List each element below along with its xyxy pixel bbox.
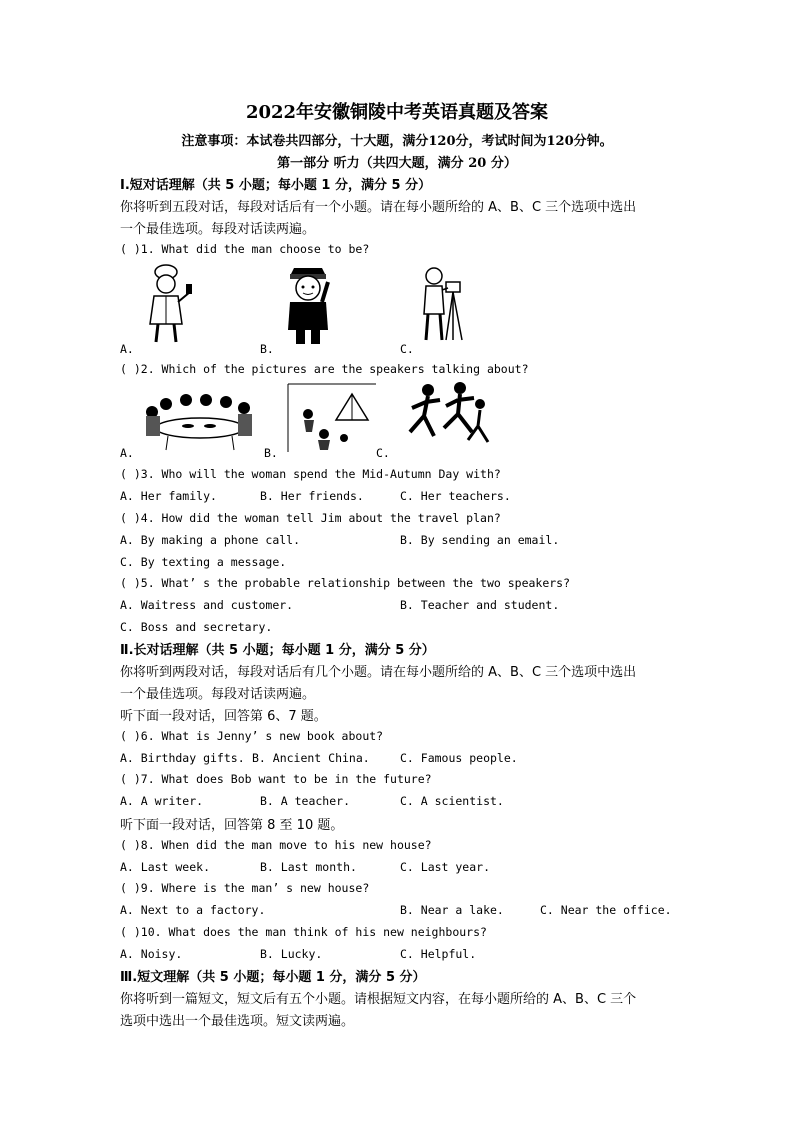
question-2: ( )2. Which of the pictures are the speakers talking about?: [120, 362, 529, 376]
family-dinner-icon: [138, 388, 262, 452]
q4-option-c: C. By texting a message.: [120, 555, 287, 569]
q1-label-a: A.: [120, 342, 134, 356]
section-3-instruction-line2: 选项中选出一个最佳选项。短文读两遍。: [120, 1014, 355, 1029]
section-1-instruction-line2: 一个最佳选项。每段对话读两遍。: [120, 222, 316, 237]
q3-option-b: B. Her friends.: [260, 489, 364, 503]
q10-option-b: B. Lucky.: [260, 947, 323, 961]
q5-option-b: B. Teacher and student.: [400, 598, 560, 612]
q3-option-c: C. Her teachers.: [400, 489, 511, 503]
question-3: ( )3. Who will the woman spend the Mid-Autumn Day with?: [120, 467, 501, 481]
q10-option-a: A. Noisy.: [120, 947, 183, 961]
part-one-heading: 第一部分 听力（共四大题，满分 20 分）: [277, 156, 517, 171]
page-title: 2022年安徽铜陵中考英语真题及答案: [245, 102, 549, 123]
q5-option-a: A. Waitress and customer.: [120, 598, 294, 612]
question-5: ( )5. What’ s the probable relationship between the two speakers?: [120, 576, 571, 590]
q6-option-b: B. Ancient China.: [252, 751, 370, 765]
q2-label-c: C.: [376, 446, 390, 460]
section-2-instruction-line2: 一个最佳选项。每段对话读两遍。: [120, 687, 316, 702]
doctor-icon: [140, 262, 196, 346]
q1-label-b: B.: [260, 342, 274, 356]
q2-label-b: B.: [264, 446, 278, 460]
q4-option-b: B. By sending an email.: [400, 533, 560, 547]
q6-option-a: A. Birthday gifts.: [120, 751, 245, 765]
q6-option-c: C. Famous people.: [400, 751, 518, 765]
section-2-instruction-line1: 你将听到两段对话，每段对话后有几个小题。请在每小题所给的 A、B、C 三个选项中选出: [120, 665, 637, 680]
q8-option-b: B. Last month.: [260, 860, 357, 874]
question-6: ( )6. What is Jenny’ s new book about?: [120, 729, 384, 743]
section-2-heading: Ⅱ.长对话理解（共 5 小题；每小题 1 分，满分 5 分）: [120, 643, 435, 658]
q4-option-a: A. By making a phone call.: [120, 533, 301, 547]
section-2-sub-instruction-2: 听下面一段对话，回答第 8 至 10 题。: [120, 818, 344, 833]
running-icon: [398, 380, 494, 456]
q5-option-c: C. Boss and secretary.: [120, 620, 273, 634]
q9-option-a: A. Next to a factory.: [120, 903, 266, 917]
section-3-heading: Ⅲ.短文理解（共 5 小题；每小题 1 分，满分 5 分）: [120, 970, 426, 985]
section-3-instruction-line1: 你将听到一篇短文，短文后有五个小题。请根据短文内容，在每小题所给的 A、B、C 三个: [120, 992, 637, 1007]
q7-option-a: A. A writer.: [120, 794, 204, 808]
q2-label-a: A.: [120, 446, 134, 460]
q7-option-b: B. A teacher.: [260, 794, 351, 808]
q3-option-a: A. Her family.: [120, 489, 217, 503]
question-10: ( )10. What does the man think of his new neighbours?: [120, 925, 487, 939]
photographer-icon: [418, 262, 474, 346]
exam-notice: 注意事项：本试卷共四部分，十大题，满分120分，考试时间为120分钟。: [181, 134, 613, 149]
question-1: ( )1. What did the man choose to be?: [120, 242, 370, 256]
question-7: ( )7. What does Bob want to be in the future?: [120, 772, 432, 786]
q8-option-c: C. Last year.: [400, 860, 491, 874]
section-1-instruction-line1: 你将听到五段对话，每段对话后有一个小题。请在每小题所给的 A、B、C 三个选项中选出: [120, 200, 637, 215]
q10-option-c: C. Helpful.: [400, 947, 477, 961]
policeman-icon: [280, 262, 336, 346]
question-8: ( )8. When did the man move to his new house?: [120, 838, 432, 852]
q8-option-a: A. Last week.: [120, 860, 211, 874]
section-1-heading: Ⅰ.短对话理解（共 5 小题；每小题 1 分，满分 5 分）: [120, 178, 432, 193]
section-2-sub-instruction-1: 听下面一段对话，回答第 6、7 题。: [120, 709, 327, 724]
q1-label-c: C.: [400, 342, 414, 356]
q9-option-b: B. Near a lake.: [400, 903, 504, 917]
question-9: ( )9. Where is the man’ s new house?: [120, 881, 370, 895]
q7-option-c: C. A scientist.: [400, 794, 504, 808]
camping-icon: [284, 380, 380, 456]
q9-option-c: C. Near the office.: [540, 903, 672, 917]
question-4: ( )4. How did the woman tell Jim about the travel plan?: [120, 511, 501, 525]
